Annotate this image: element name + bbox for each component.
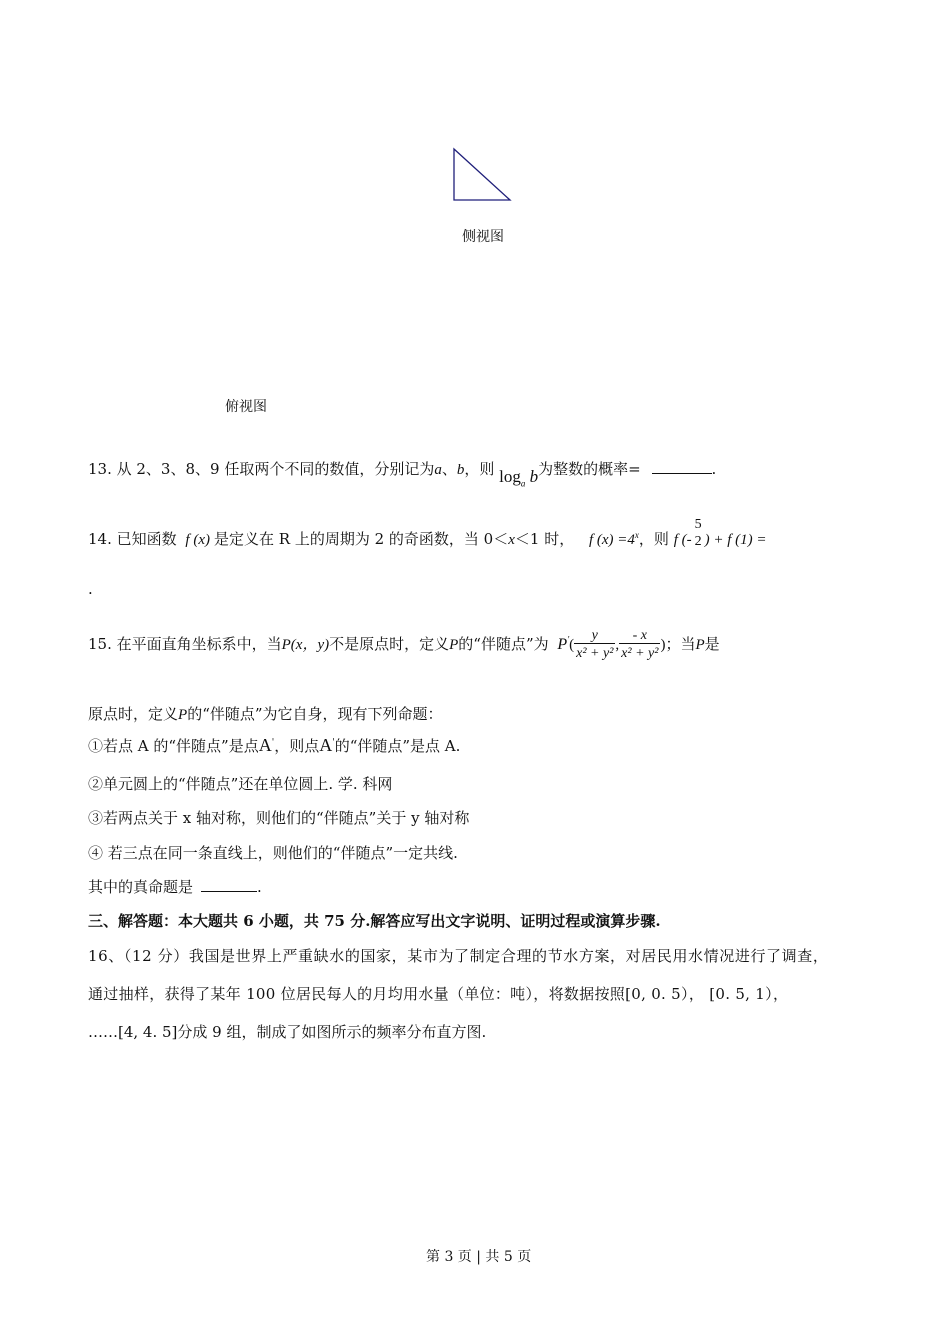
q15-line2: 原点时，定义P的“伴随点”为它自身，现有下列命题： (88, 705, 443, 723)
question-15: 15. 在平面直角坐标系中，当P(x，y)不是原点时，定义P的“伴随点”为 P'( $\frac{y}{\text{x² + y²}}$ , $\frac{- x}{\text{x² + y²}}$ )；当P是 (88, 628, 720, 662)
q15-item-2: ②单元圆上的“伴随点”还在单位圆上. 学. 科网 (88, 775, 393, 793)
section-3-heading: 三、解答题：本大题共 6 小题，共 75 分.解答应写出文字说明、证明过程或演算步骤. (88, 912, 661, 930)
q14-trailing-dot: . (88, 580, 93, 598)
answer-blank-13 (652, 472, 712, 474)
answer-blank-15 (201, 890, 257, 892)
question-13: 13. 从 2、3、8、9 任取两个不同的数值，分别记为a、b，则 $\log_a b$为整数的概率= . (88, 460, 717, 489)
q16-line-2: 通过抽样，获得了某年 100 位居民每人的月均用水量（单位：吨），将数据按照[0, 0. 5）， [0. 5, 1）， (88, 985, 789, 1003)
q15-item-1: ①若点 A 的“伴随点”是点A'，则点A'的“伴随点”是点 A. (88, 735, 461, 755)
log-expression: $\log_a b$ (499, 467, 539, 489)
q15-item-4: ④ 若三点在同一条直线上，则他们的“伴随点”一定共线. (88, 844, 458, 862)
side-view-label: 侧视图 (462, 229, 504, 245)
companion-x-fraction: $\frac{y}{\text{x² + y²}}$ (576, 628, 614, 662)
companion-y-fraction: $\frac{- x}{\text{x² + y²}}$ (621, 628, 659, 662)
q15-answer: 其中的真命题是 . (88, 878, 262, 896)
fraction-5-2: 5 2 (694, 516, 702, 549)
q15-item-3: ③若两点关于 x 轴对称，则他们的“伴随点”关于 y 轴对称 (88, 809, 470, 827)
top-view-label: 俯视图 (225, 399, 267, 415)
side-view-triangle (452, 147, 514, 203)
question-14: 14. 已知函数 f (x) 是定义在 R 上的周期为 2 的奇函数，当 0＜x＜1 时， f $(x) =4^x$，则 f (- 5 2 ) + f (1) = (88, 516, 767, 549)
q16-line-1: 16、（12 分）我国是世界上严重缺水的国家，某市为了制定合理的节水方案，对居民用水情况进行了调查， (88, 947, 829, 965)
q16-line-3: ……[4, 4. 5]分成 9 组，制成了如图所示的频率分布直方图. (88, 1023, 487, 1041)
page-footer: 第 3 页 | 共 5 页 (426, 1249, 532, 1265)
